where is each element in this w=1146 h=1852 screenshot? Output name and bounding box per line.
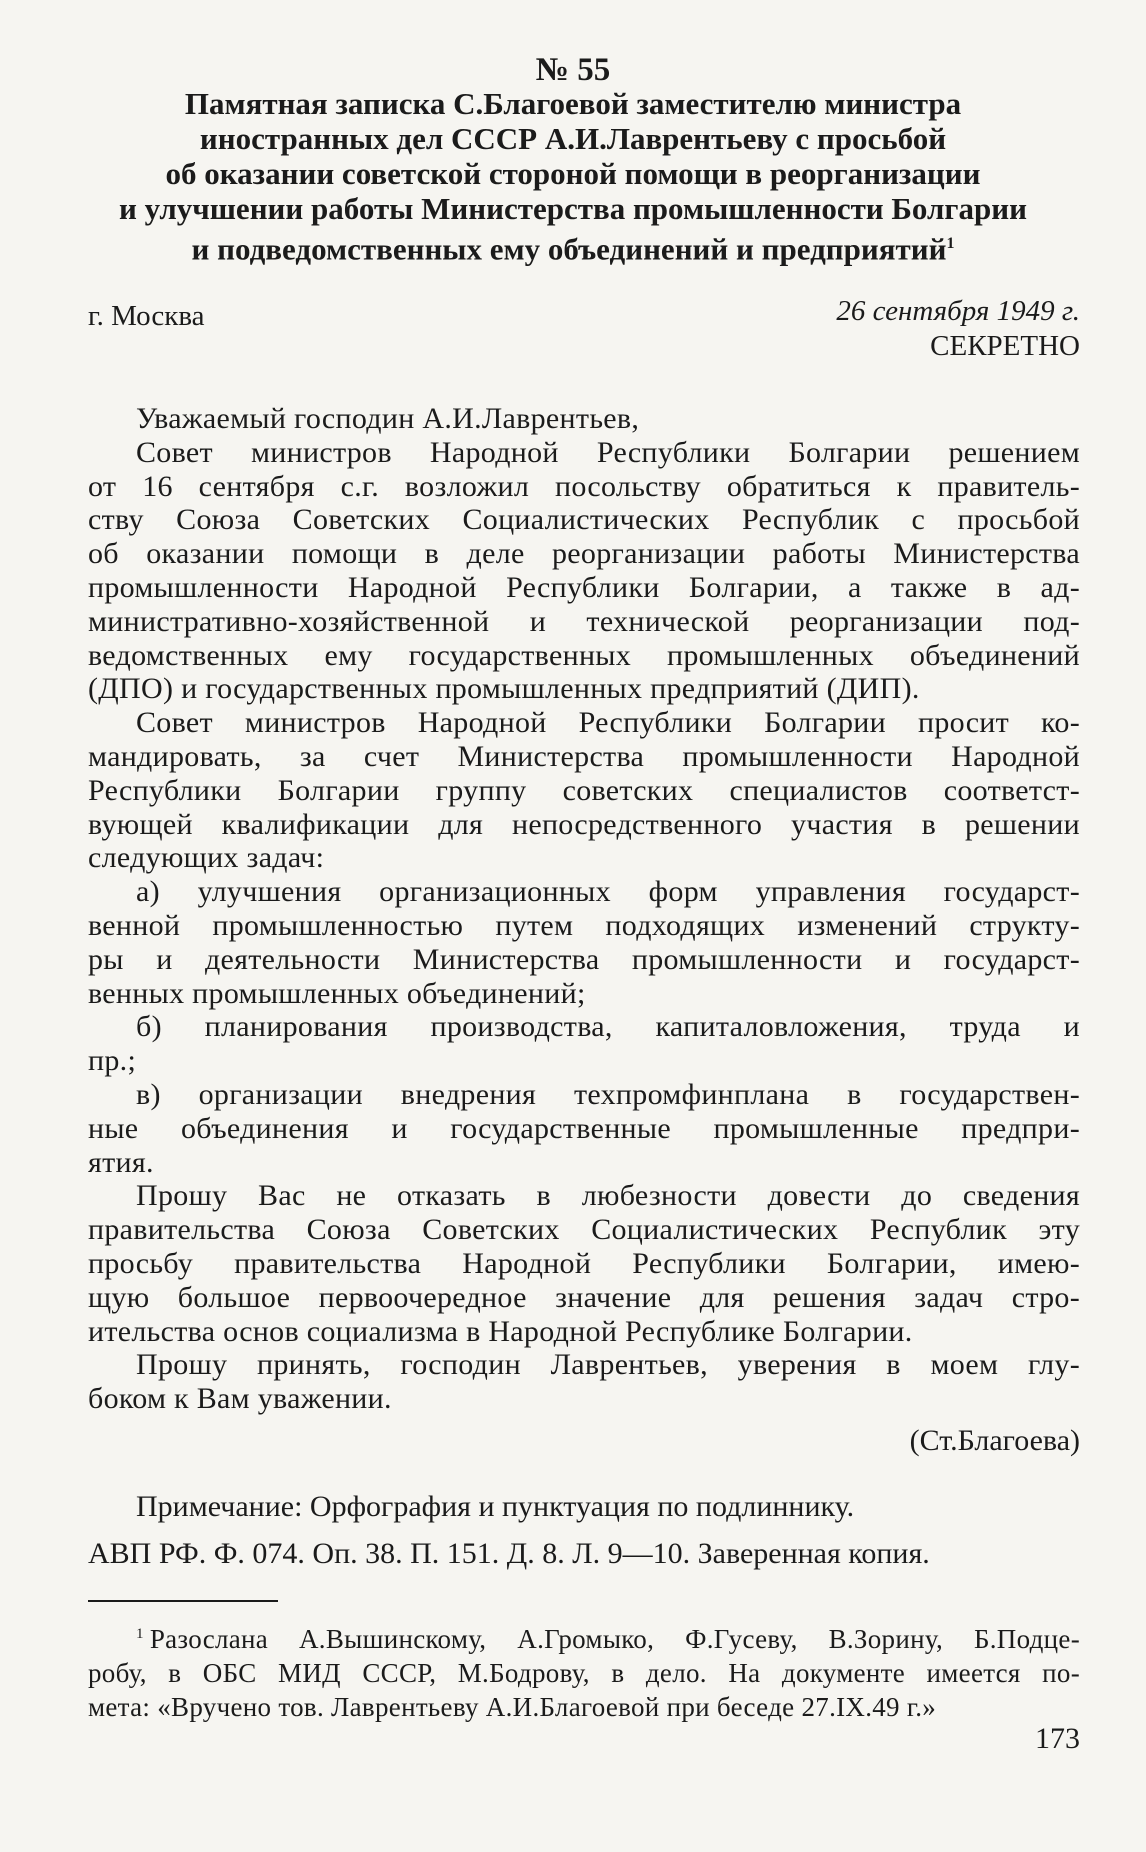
- paragraph-line: Совет министров Народной Республики Болгарии просит ко-: [136, 706, 1080, 740]
- paragraph-line: об оказании помощи в деле реорганизации работы Министерства: [88, 537, 1080, 571]
- paragraph-line: щую большое первоочередное значение для решения задач стро-: [88, 1280, 1080, 1314]
- footnote-mark: 1: [946, 235, 955, 252]
- title-line: [60, 226, 1086, 266]
- paragraph-line: просьбу правительства Народной Республики Болгарии, имею-: [88, 1246, 1080, 1280]
- footnote-line: робу, в ОБС МИД СССР, М.Бодрову, в дело. На документе имеется по-: [88, 1658, 1080, 1688]
- footnote-text: Разослана А.Вышинскому, А.Громыко, Ф.Гусеву, В.Зорину, Б.Подце-: [149, 1624, 1080, 1654]
- document-number: № 55: [535, 52, 611, 88]
- title-line: об оказании советской стороной помощи в реорганизации: [165, 156, 981, 191]
- paragraph-line: венных промышленных объединений;: [88, 976, 586, 1010]
- paragraph-line: ству Союза Советских Социалистических Республик с просьбой: [88, 503, 1080, 537]
- paragraph-line: боком к Вам уважении.: [88, 1382, 392, 1416]
- paragraph-line: Совет министров Народной Республики Болгарии решением: [136, 435, 1080, 469]
- editorial-note: Примечание: Орфография и пунктуация по подлиннику.: [136, 1490, 855, 1523]
- paragraph-line: Республики Болгарии группу советских специалистов соответст-: [88, 773, 1080, 807]
- paragraph-line: правительства Союза Советских Социалистических Республик эту: [88, 1213, 1080, 1247]
- document-title: [60, 86, 1086, 266]
- title-line: и улучшении работы Министерства промышленности Болгарии: [119, 191, 1027, 226]
- archive-reference: АВП РФ. Ф. 074. Оп. 38. П. 151. Д. 8. Л. 9—10. Заверенная копия.: [88, 1537, 930, 1570]
- paragraph-line: ведомственных ему государственных промышленных объединений: [88, 638, 1080, 672]
- paragraph-line: министративно-хозяйственной и технической реорганизации под-: [88, 604, 1080, 638]
- footnote: [88, 1617, 1080, 1724]
- paragraph-line: пр.;: [88, 1044, 137, 1078]
- classification-stamp: СЕКРЕТНО: [930, 330, 1080, 362]
- footnote-mark: 1: [136, 1626, 144, 1642]
- title-line: иностранных дел СССР А.И.Лаврентьеву с просьбой: [199, 121, 947, 156]
- footnote-divider: [88, 1600, 278, 1602]
- paragraph-line: вующей квалификации для непосредственного участия в решении: [88, 807, 1080, 841]
- paragraph-line: Уважаемый господин А.И.Лаврентьев,: [136, 402, 640, 435]
- signature: (Ст.Благоева): [909, 1424, 1080, 1457]
- paragraph-line: следующих задач:: [88, 841, 325, 875]
- paragraph-line: Прошу Вас не отказать в любезности довести до сведения: [136, 1179, 1080, 1213]
- title-line: Памятная записка С.Благоевой заместителю министра: [184, 86, 962, 121]
- footnote-line: [88, 1617, 1080, 1656]
- letter-body: [88, 402, 1080, 1416]
- title-line-text: и подведомственных ему объединений и предприятий: [191, 231, 947, 267]
- paragraph-line: Прошу принять, господин Лаврентьев, уверения в моем глу-: [136, 1348, 1080, 1382]
- paragraph-line: а) улучшения организационных форм управления государст-: [136, 875, 1080, 909]
- paragraph-line: ительства основ социализма в Народной Республике Болгарии.: [88, 1314, 913, 1348]
- paragraph-line: в) организации внедрения техпромфинплана в государствен-: [136, 1077, 1080, 1111]
- date: 26 сентября 1949 г.: [836, 295, 1080, 327]
- paragraph-line: ятия.: [88, 1145, 154, 1179]
- paragraph-line: б) планирования производства, капиталовложения, труда и: [136, 1010, 1080, 1044]
- paragraph-line: от 16 сентября с.г. возложил посольству обратиться к правитель-: [88, 469, 1080, 503]
- place: г. Москва: [88, 300, 205, 332]
- paragraph-line: мандировать, за счет Министерства промышленности Народной: [88, 739, 1080, 773]
- paragraph-line: промышленности Народной Республики Болгарии, а также в ад-: [88, 570, 1080, 604]
- paragraph-line: ры и деятельности Министерства промышленности и государст-: [88, 942, 1080, 976]
- paragraph-line: ные объединения и государственные промышленные предпри-: [88, 1111, 1080, 1145]
- paragraph-line: (ДПО) и государственных промышленных предприятий (ДИП).: [88, 672, 920, 706]
- footnote-line: мета: «Вручено тов. Лаврентьеву А.И.Благоевой при беседе 27.IX.49 г.»: [88, 1692, 937, 1722]
- page-number: 173: [1035, 1722, 1080, 1755]
- paragraph-line: венной промышленностью путем подходящих изменений структу-: [88, 908, 1080, 942]
